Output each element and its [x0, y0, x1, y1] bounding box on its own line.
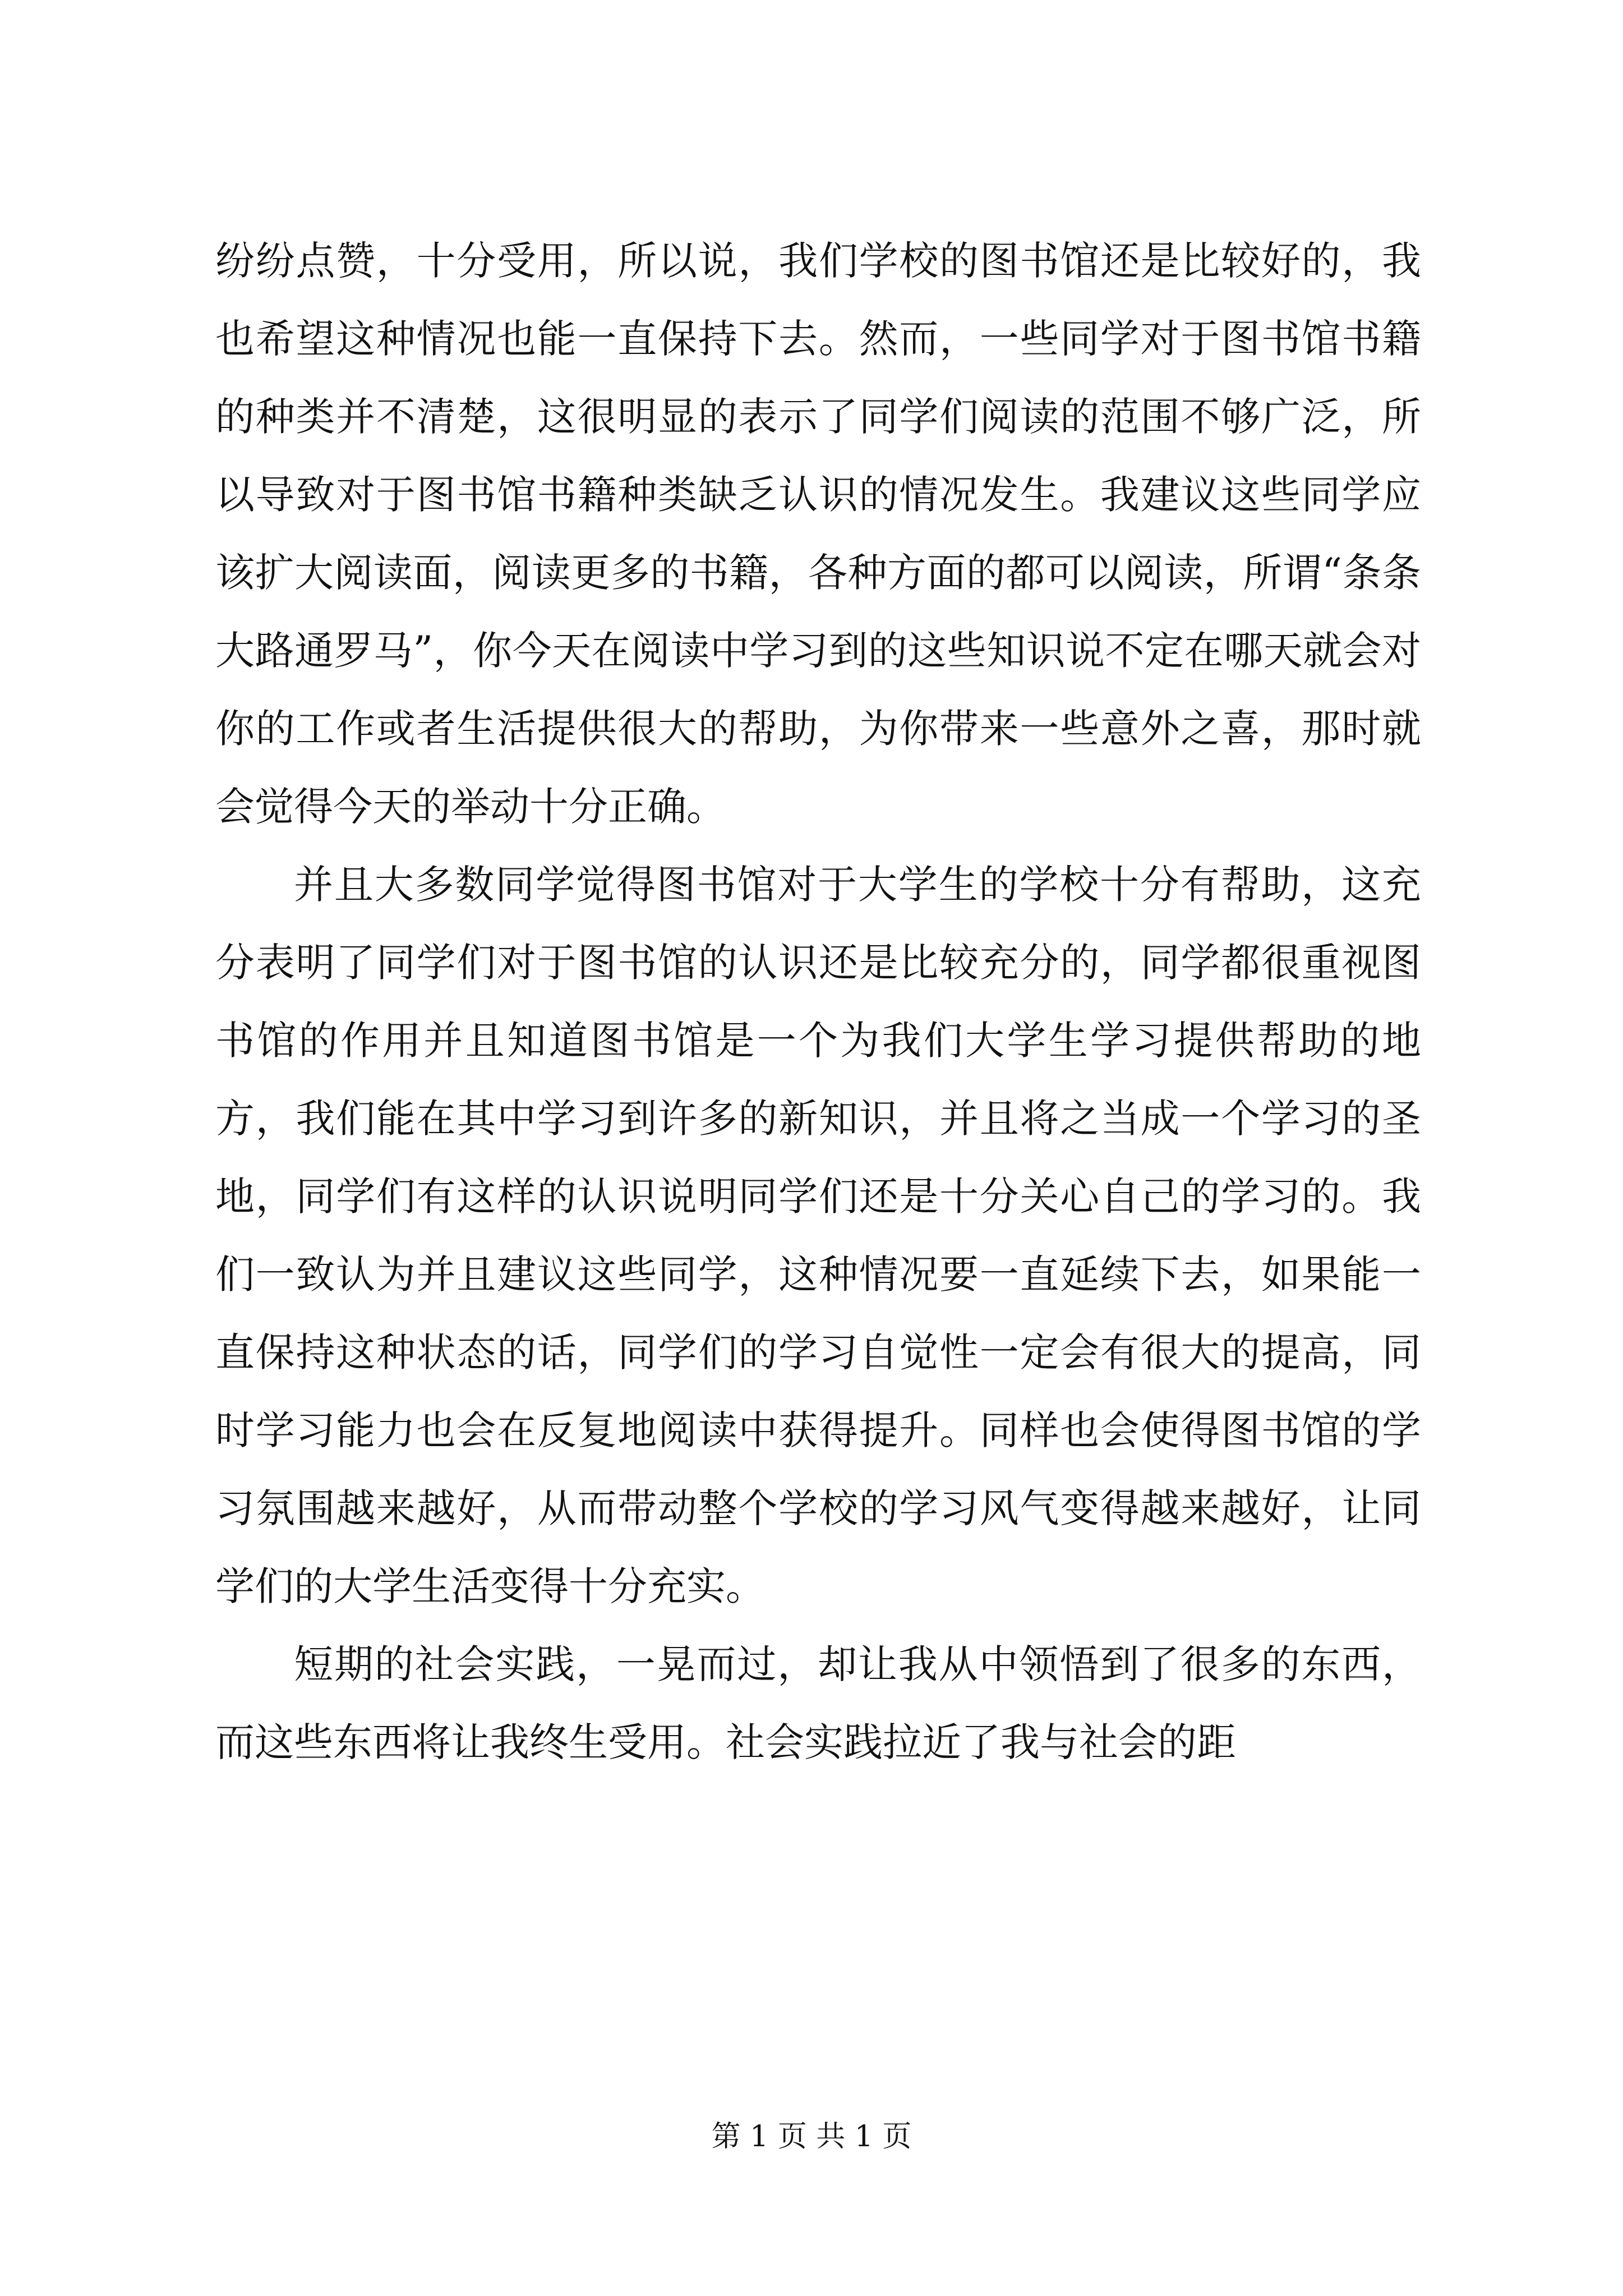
body-text — [215, 222, 1421, 1782]
paragraph-3: 短期的社会实践，一晃而过，却让我从中领悟到了很多的东西，而这些东西将让我终生受用。社会实践拉近了我与社会的距 — [215, 1641, 1421, 1765]
paragraph-1: 纷纷点赞，十分受用，所以说，我们学校的图书馆还是比较好的，我也希望这种情况也能一直保持下去。然而，一些同学对于图书馆书籍的种类并不清楚，这很明显的表示了同学们阅读的范围不够广泛，所以导致对于图书馆书籍种类缺乏认识的情况发生。我建议这些同学应该扩大阅读面，阅读更多的书籍，各种方面的都可以阅读，所谓“条条大路通罗马”，你今天在阅读中学习到的这些知识说不定在哪天就会对你的工作或者生活提供很大的帮助，为你带来一些意外之喜，那时就会觉得今天的举动十分正确。 — [215, 238, 1421, 830]
page-footer: 第 1 页 共 1 页 — [711, 2120, 912, 2154]
paragraph-2: 并且大多数同学觉得图书馆对于大学生的学校十分有帮助，这充分表明了同学们对于图书馆的认识还是比较充分的，同学都很重视图书馆的作用并且知道图书馆是一个为我们大学生学习提供帮助的地方，我们能在其中学习到许多的新知识，并且将之当成一个学习的圣地，同学们有这样的认识说明同学们还是十分关心自己的学习的。我们一致认为并且建议这些同学，这种情况要一直延续下去，如果能一直保持这种状态的话，同学们的学习自觉性一定会有很大的提高，同时学习能力也会在反复地阅读中获得提升。同样也会使得图书馆的学习氛围越来越好，从而带动整个学校的学习风气变得越来越好，让同学们的大学生活变得十分充实。 — [215, 862, 1421, 1609]
